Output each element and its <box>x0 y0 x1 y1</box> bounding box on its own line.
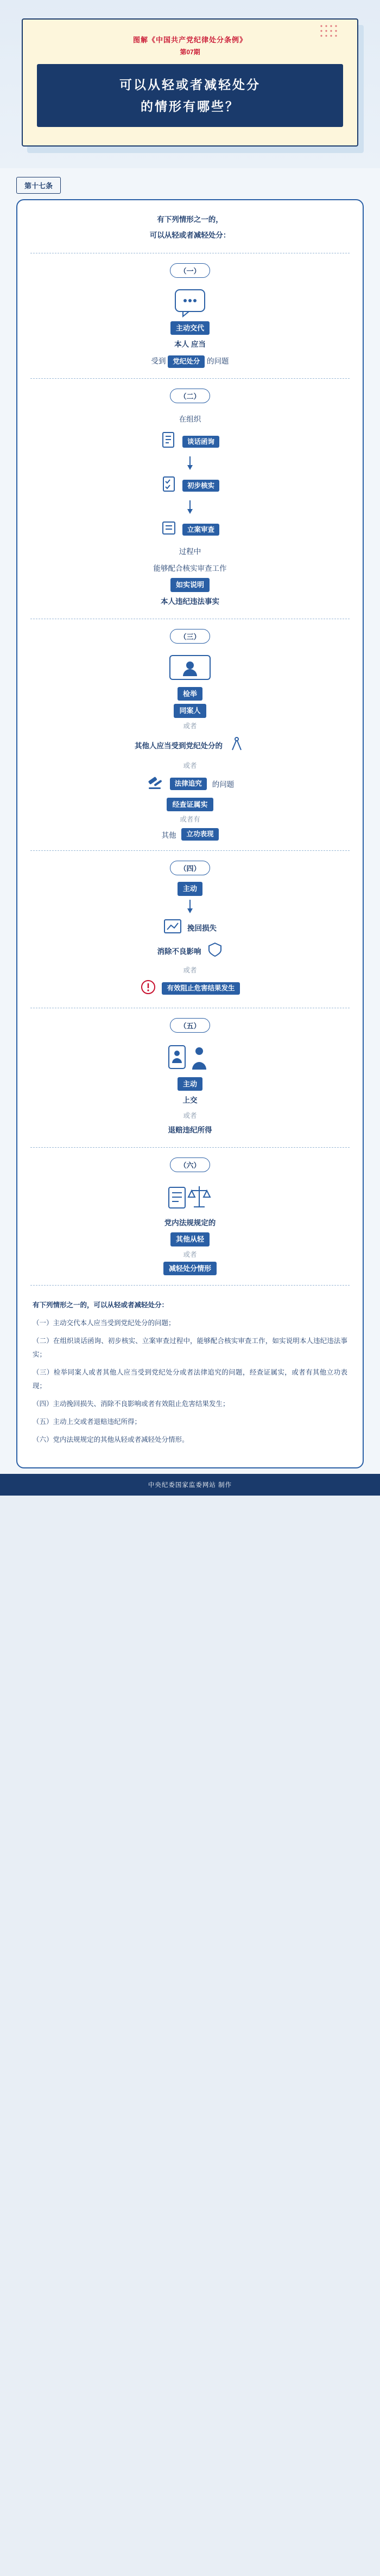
section2-line3: 能够配合核实审查工作 <box>153 564 227 573</box>
folder-icon <box>161 519 177 540</box>
chip-如实说明: 如实说明 <box>170 578 210 592</box>
recover-loss-row <box>30 918 350 937</box>
step-case-row <box>30 519 350 540</box>
chip-立案审查: 立案审查 <box>182 524 219 536</box>
section2-line1: 在组织 <box>179 415 201 424</box>
lead-text <box>30 212 350 243</box>
series-title: 图解《中国共产党纪律处分条例》 <box>132 36 247 44</box>
s1-text-a: 本人 <box>174 340 189 349</box>
chip-初步核实: 初步核实 <box>182 480 219 492</box>
divider <box>30 378 350 379</box>
document-pen-icon <box>161 431 177 452</box>
arrow-down-icon <box>187 456 193 470</box>
or-text: 或者 <box>183 761 197 769</box>
step-talk-row <box>30 431 350 452</box>
section-six <box>30 1157 350 1275</box>
section2-line4: 本人违纪违法事实 <box>161 597 219 606</box>
section-number: （四） <box>170 861 210 875</box>
section5-line2: 退赔违纪所得 <box>168 1126 212 1135</box>
person-handover-icon <box>30 1042 350 1074</box>
section-three <box>30 629 350 841</box>
compass-icon <box>228 735 245 756</box>
shield-icon <box>207 942 223 961</box>
main-title-line2: 的情形有哪些？ <box>141 99 239 113</box>
chip-其他从轻: 其他从轻 <box>170 1232 210 1246</box>
chip-有效阻止危害结果发生: 有效阻止危害结果发生 <box>162 982 239 995</box>
divider <box>30 850 350 851</box>
divider <box>30 1285 350 1286</box>
section3-line3: 其他 <box>161 831 176 839</box>
other-persons-row <box>30 735 350 756</box>
or-text: 或者 <box>183 966 197 974</box>
or-text: 或者有 <box>180 816 200 824</box>
main-card <box>16 199 364 1468</box>
chip-同案人: 同案人 <box>174 704 206 718</box>
section5-line1: 上交 <box>182 1096 198 1105</box>
summary-item: （六）党内法规规定的其他从轻或者减轻处分情形。 <box>33 1436 189 1444</box>
section4-line1: 挽回损失 <box>187 924 217 933</box>
section-four <box>30 861 350 998</box>
summary-item: （三）检举同案人或者其他人应当受到党纪处分或者法律追究的问题，经查证属实，或者有其他立功表现； <box>33 1369 347 1390</box>
body-section <box>0 168 380 1474</box>
chart-recovery-icon <box>163 918 182 937</box>
or-text: 或者 <box>183 1112 197 1120</box>
or-text: 或者 <box>183 1250 197 1258</box>
summary-intro: 有下列情形之一的，可以从轻或者减轻处分： <box>33 1301 169 1309</box>
divider <box>30 1147 350 1148</box>
dots-decoration-icon <box>319 24 341 38</box>
chip-法律追究: 法律追究 <box>170 778 207 790</box>
prevent-harm-row <box>30 979 350 998</box>
summary-item: （五）主动上交或者退赔违纪所得； <box>33 1418 142 1426</box>
chip-主动交代: 主动交代 <box>170 321 210 335</box>
summary-block <box>30 1295 350 1453</box>
section4-line2: 消除不良影响 <box>157 947 201 956</box>
checklist-icon <box>161 475 177 496</box>
footer-credit: 中央纪委国家监委网站 制作 <box>0 1474 380 1496</box>
section-number: （三） <box>170 629 210 644</box>
section1-line2 <box>30 354 350 368</box>
main-title-box <box>37 64 343 128</box>
chip-立功表现: 立功表现 <box>181 828 218 841</box>
lead-line1: 有下列情形之一的， <box>157 215 223 224</box>
summary-item: （二）在组织谈话函询、初步核实、立案审查过程中，能够配合核实审查工作，如实说明本人违纪违法事实； <box>33 1337 347 1359</box>
chip-谈话函询: 谈话函询 <box>182 436 219 448</box>
section3-line2: 的问题 <box>212 780 235 789</box>
section2-line2: 过程中 <box>179 548 201 556</box>
chip-党纪处分: 党纪处分 <box>168 355 205 368</box>
section-number: （一） <box>170 263 210 278</box>
section-number: （六） <box>170 1157 210 1172</box>
merit-row <box>30 828 350 841</box>
chip-减轻处分情形: 减轻处分情形 <box>163 1262 217 1276</box>
section1-line1 <box>30 337 350 352</box>
s1-text-b: 应当 <box>191 340 206 349</box>
arrow-down-icon <box>187 900 193 914</box>
issue-number: 第07期 <box>180 48 200 56</box>
s1-text-c: 受到 <box>151 357 166 366</box>
header-section <box>0 0 380 168</box>
chip-经查证属实: 经查证属实 <box>167 798 213 812</box>
main-title-line1: 可以从轻或者减轻处分 <box>119 77 261 92</box>
or-text: 或者 <box>183 722 197 730</box>
section-five <box>30 1018 350 1138</box>
remove-impact-row <box>30 942 350 961</box>
section-one <box>30 263 350 369</box>
summary-item: （一）主动交代本人应当受到党纪处分的问题； <box>33 1319 175 1327</box>
header-card <box>22 18 358 147</box>
step-verify-row <box>30 475 350 496</box>
section-number: （二） <box>170 389 210 403</box>
scales-book-icon <box>30 1182 350 1212</box>
person-screen-icon <box>30 653 350 684</box>
chip-主动: 主动 <box>178 1077 202 1091</box>
section-number: （五） <box>170 1018 210 1033</box>
gavel-icon <box>146 774 164 793</box>
section6-line1: 党内法规规定的 <box>164 1219 216 1227</box>
s1-text-d: 的问题 <box>207 357 229 366</box>
law-row <box>30 774 350 793</box>
speech-bubble-icon <box>30 288 350 318</box>
arrow-down-icon <box>187 500 193 514</box>
section3-line1: 其他人应当受到党纪处分的 <box>135 742 223 750</box>
chip-主动: 主动 <box>178 882 202 896</box>
chip-检举: 检举 <box>178 687 202 701</box>
section-two <box>30 389 350 609</box>
article-tag: 第十七条 <box>16 177 61 194</box>
warning-icon <box>140 979 156 998</box>
lead-line2: 可以从轻或者减轻处分： <box>149 231 231 239</box>
summary-item: （四）主动挽回损失、消除不良影响或者有效阻止危害结果发生； <box>33 1400 230 1408</box>
